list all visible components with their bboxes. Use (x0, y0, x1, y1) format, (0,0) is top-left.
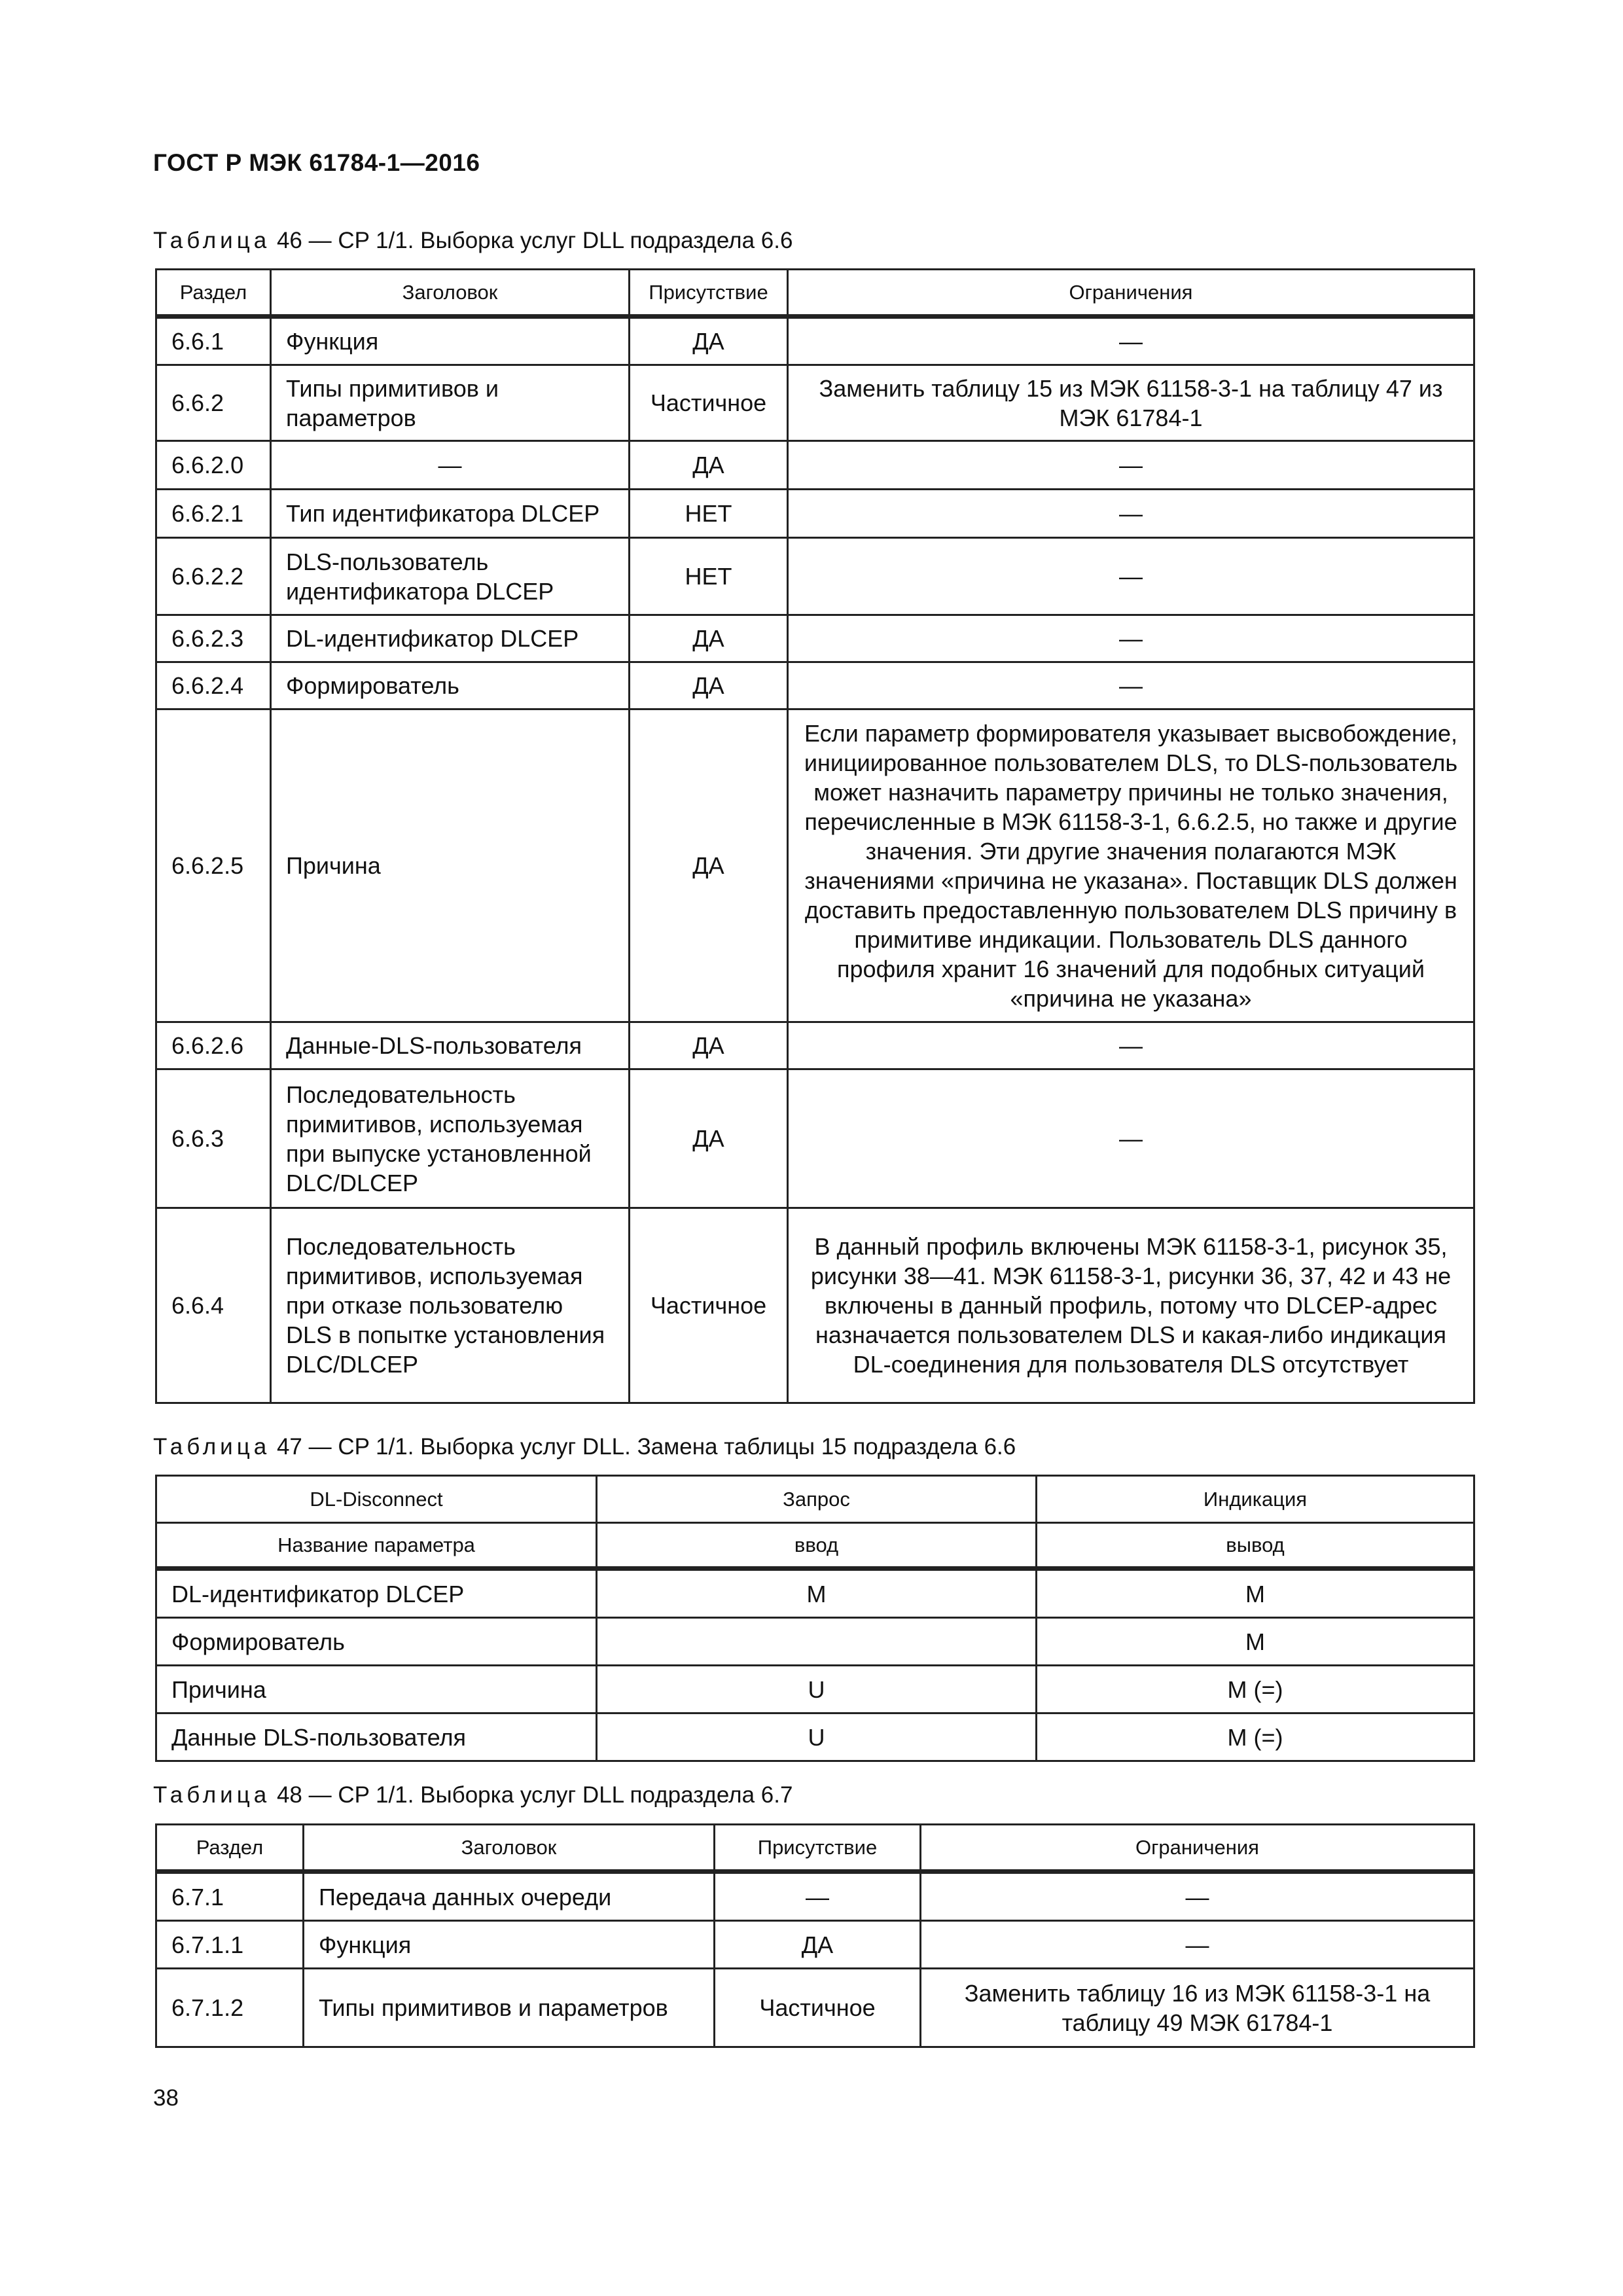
presence-cell: ДА (630, 1069, 788, 1208)
title-cell: Передача данных очереди (304, 1872, 715, 1921)
title-cell: Причина (271, 709, 630, 1022)
table-46-caption-word: Таблица (153, 228, 271, 253)
header-cell-title: Заголовок (304, 1825, 715, 1872)
restrictions-cell: — (788, 662, 1474, 709)
presence-cell: ДА (630, 615, 788, 662)
restrictions-cell: — (788, 615, 1474, 662)
table-row (156, 1713, 1474, 1761)
table-row (156, 615, 1474, 662)
parameter-cell: DL-идентификатор DLCEP (156, 1569, 597, 1618)
restrictions-cell: Заменить таблицу 15 из МЭК 61158-3-1 на таблицу 47 из МЭК 61784-1 (788, 365, 1474, 441)
presence-cell: Частичное (630, 1208, 788, 1403)
title-cell: Данные-DLS-пользователя (271, 1022, 630, 1069)
request-cell (597, 1618, 1037, 1666)
presence-cell: Частичное (630, 365, 788, 441)
title-cell: Функция (271, 317, 630, 365)
section-cell: 6.6.2.4 (156, 662, 271, 709)
section-cell: 6.6.2 (156, 365, 271, 441)
table-header-row (156, 1476, 1474, 1523)
table-48-caption-text: 48 — CP 1/1. Выборка услуг DLL подраздела 6.7 (270, 1782, 793, 1808)
header-cell-service: DL-Disconnect (156, 1476, 597, 1523)
table-row (156, 1069, 1474, 1208)
indication-cell: M (=) (1037, 1713, 1474, 1761)
header-cell-presence: Присутствие (630, 270, 788, 317)
table-48-caption-word: Таблица (153, 1782, 271, 1808)
table-row (156, 1569, 1474, 1618)
table-row (156, 1666, 1474, 1713)
table-row (156, 1208, 1474, 1403)
presence-cell: НЕТ (630, 538, 788, 615)
parameter-cell: Причина (156, 1666, 597, 1713)
section-cell: 6.6.2.6 (156, 1022, 271, 1069)
presence-cell: Частичное (715, 1969, 921, 2047)
restrictions-cell: — (788, 1069, 1474, 1208)
indication-cell: M (1037, 1569, 1474, 1618)
table-row (156, 538, 1474, 615)
parameter-cell: Данные DLS-пользователя (156, 1713, 597, 1761)
document-header-title: ГОСТ Р МЭК 61784-1—2016 (153, 149, 480, 176)
header-cell-request: Запрос (597, 1476, 1037, 1523)
restrictions-cell: — (921, 1921, 1474, 1969)
table-header-row (156, 1825, 1474, 1872)
table-row (156, 441, 1474, 490)
section-cell: 6.6.2.3 (156, 615, 271, 662)
restrictions-cell: Если параметр формирователя указывает высвобождение, инициированное пользователем DLS, то DLS-пользователь может назначить параметру причины не только значения, перечисленные в МЭК 61158-3-1, 6.6.2.5, но также и другие значения. Эти другие значения полагаются МЭК значениями «причина не указана». Поставщик DLS должен доставить предоставленную пользователем DLS причину в примитиве индикации. Пользователь DLS данного профиля хранит 16 значений для подобных ситуаций «причина не указана» (788, 709, 1474, 1022)
table-row (156, 1022, 1474, 1069)
indication-cell: M (1037, 1618, 1474, 1666)
table-row (156, 317, 1474, 365)
presence-cell: ДА (630, 1022, 788, 1069)
table-48-caption (153, 1782, 793, 1808)
section-cell: 6.7.1 (156, 1872, 304, 1921)
header-cell-section: Раздел (156, 270, 271, 317)
parameter-cell: Формирователь (156, 1618, 597, 1666)
header-cell-presence: Присутствие (715, 1825, 921, 1872)
restrictions-cell: — (921, 1872, 1474, 1921)
section-cell: 6.6.3 (156, 1069, 271, 1208)
title-cell: Типы примитивов и параметров (271, 365, 630, 441)
title-cell: DL-идентификатор DLCEP (271, 615, 630, 662)
table-46 (155, 268, 1475, 1404)
presence-cell: ДА (630, 662, 788, 709)
title-cell: Типы примитивов и параметров (304, 1969, 715, 2047)
table-row (156, 1872, 1474, 1921)
header-cell-parameter-name: Название параметра (156, 1523, 597, 1569)
presence-cell: ДА (630, 441, 788, 490)
presence-cell: ДА (715, 1921, 921, 1969)
indication-cell: M (=) (1037, 1666, 1474, 1713)
title-cell: Тип идентификатора DLCEP (271, 490, 630, 538)
request-cell: U (597, 1666, 1037, 1713)
presence-cell: — (715, 1872, 921, 1921)
header-cell-restrictions: Ограничения (788, 270, 1474, 317)
table-row (156, 1618, 1474, 1666)
header-cell-section: Раздел (156, 1825, 304, 1872)
restrictions-cell: В данный профиль включены МЭК 61158-3-1, рисунок 35, рисунки 38—41. МЭК 61158-3-1, рисунки 36, 37, 42 и 43 не включены в данный профиль, потому что DLCEP-адрес назначается пользователем DLS и какая-либо индикация DL-соединения для пользователя DLS отсутствует (788, 1208, 1474, 1403)
table-header-row (156, 1523, 1474, 1569)
restrictions-cell: — (788, 441, 1474, 490)
table-46-caption (153, 228, 793, 254)
title-cell: Формирователь (271, 662, 630, 709)
restrictions-cell: — (788, 317, 1474, 365)
table-row (156, 365, 1474, 441)
title-cell: — (271, 441, 630, 490)
header-cell-indication: Индикация (1037, 1476, 1474, 1523)
table-header-row (156, 270, 1474, 317)
section-cell: 6.6.1 (156, 317, 271, 365)
section-cell: 6.6.2.2 (156, 538, 271, 615)
table-46-caption-text: 46 — CP 1/1. Выборка услуг DLL подраздела 6.6 (270, 228, 793, 253)
section-cell: 6.6.2.5 (156, 709, 271, 1022)
section-cell: 6.6.2.0 (156, 441, 271, 490)
section-cell: 6.6.2.1 (156, 490, 271, 538)
table-row (156, 1921, 1474, 1969)
request-cell: M (597, 1569, 1037, 1618)
title-cell: Функция (304, 1921, 715, 1969)
request-cell: U (597, 1713, 1037, 1761)
title-cell: Последовательность примитивов, используемая при отказе пользователю DLS в попытке установления DLC/DLCEP (271, 1208, 630, 1403)
table-row (156, 709, 1474, 1022)
section-cell: 6.7.1.1 (156, 1921, 304, 1969)
section-cell: 6.7.1.2 (156, 1969, 304, 2047)
header-cell-input: ввод (597, 1523, 1037, 1569)
header-cell-output: вывод (1037, 1523, 1474, 1569)
section-cell: 6.6.4 (156, 1208, 271, 1403)
restrictions-cell: — (788, 1022, 1474, 1069)
header-cell-restrictions: Ограничения (921, 1825, 1474, 1872)
table-row (156, 662, 1474, 709)
presence-cell: НЕТ (630, 490, 788, 538)
restrictions-cell: — (788, 490, 1474, 538)
presence-cell: ДА (630, 317, 788, 365)
title-cell: Последовательность примитивов, используемая при выпуске установленной DLC/DLCEP (271, 1069, 630, 1208)
title-cell: DLS-пользователь идентификатора DLCEP (271, 538, 630, 615)
table-47-caption (153, 1434, 1016, 1460)
header-cell-title: Заголовок (271, 270, 630, 317)
table-48 (155, 1823, 1475, 2048)
page-number: 38 (153, 2085, 179, 2111)
restrictions-cell: — (788, 538, 1474, 615)
restrictions-cell: Заменить таблицу 16 из МЭК 61158-3-1 на таблицу 49 МЭК 61784-1 (921, 1969, 1474, 2047)
table-47 (155, 1475, 1475, 1762)
table-47-caption-text: 47 — CP 1/1. Выборка услуг DLL. Замена таблицы 15 подраздела 6.6 (270, 1434, 1016, 1460)
table-47-caption-word: Таблица (153, 1434, 271, 1460)
presence-cell: ДА (630, 709, 788, 1022)
table-row (156, 1969, 1474, 2047)
table-row (156, 490, 1474, 538)
